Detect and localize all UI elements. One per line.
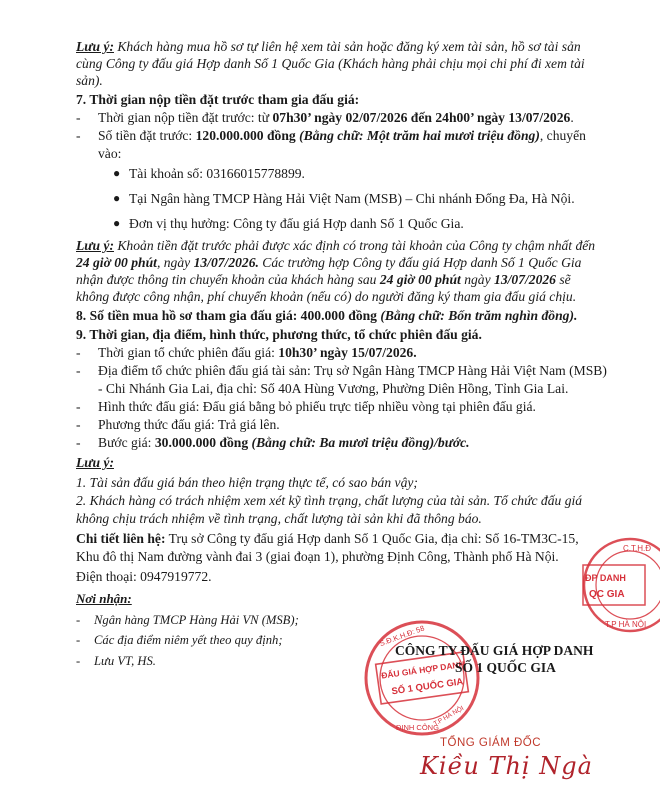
section9-step: - Bước giá: 30.000.000 đồng (Bằng chữ: Ba mươi triệu đồng)/bước.: [76, 435, 470, 450]
deadline-time: 24 giờ 00 phút: [76, 255, 157, 270]
recipients-label: Nơi nhận:: [76, 591, 132, 606]
section7-amount-line2: vào:: [98, 146, 122, 161]
step-prefix: Bước giá:: [98, 435, 155, 450]
section9-place-1: - Địa điểm tổ chức phiên đấu giá tài sản: Trụ sở Ngân Hàng TMCP Hàng Hải Việt Nam (MSB): [76, 363, 607, 378]
recipient-item: - Lưu VT, HS.: [76, 654, 156, 668]
time-suffix: .: [570, 110, 574, 125]
amount-words: (Bằng chữ: Một trăm hai mươi triệu đồng): [295, 128, 540, 143]
section8: [76, 308, 577, 324]
signature-org-line1: CÔNG TY ĐẤU GIÁ HỢP DANH: [395, 643, 594, 658]
note2-text1: Khoản tiền đặt trước phải được xác định có trong tài khoản của Công ty chậm nhất đến: [113, 238, 596, 253]
note2-text2b: , ngày: [156, 255, 194, 270]
section7-amount: - Số tiền đặt trước: 120.000.000 đồng (Bằng chữ: Một trăm hai mươi triệu đồng), chuyển: [76, 128, 586, 143]
bullet-dot: ●: [113, 191, 121, 205]
note1-line3: sản).: [76, 73, 103, 88]
section9-method: - Phương thức đấu giá: Trả giá lên.: [76, 417, 280, 432]
section7-time: - Thời gian nộp tiền đặt trước: từ 07h30’ ngày 02/07/2026 đến 24h00’ ngày 13/07/2026.: [76, 110, 574, 125]
recipient-item: - Ngân hàng TMCP Hàng Hải VN (MSB);: [76, 613, 299, 627]
seal-text-2: SỐ 1 QUỐC GIA: [390, 676, 465, 698]
bullet-dot: ●: [113, 166, 121, 180]
stamp-partial-text-2: QC GIA: [589, 589, 625, 600]
bullet-beneficiary: Đơn vị thụ hưởng: Công ty đấu giá Hợp danh Số 1 Quốc Gia.: [129, 216, 464, 231]
note3-item2b: không chịu trách nhiệm về tình trạng, chất lượng tài sản khi đã thông báo.: [76, 511, 482, 526]
time-value: 07h30’ ngày 02/07/2026 đến 24h00’ ngày 13/07/2026: [272, 110, 571, 125]
bullet-dot: ●: [113, 216, 121, 230]
note2-text2d: Các trường hợp Công ty đấu giá Hợp danh Số 1 Quốc Gia: [258, 255, 582, 270]
deadline-time-2: 24 giờ 00 phút: [379, 272, 461, 287]
recipient-item: - Các địa điểm niêm yết theo quy định;: [76, 633, 283, 647]
auction-form: Hình thức đấu giá: Đấu giá bằng bỏ phiếu trực tiếp nhiều vòng tại phiên đấu giá.: [98, 399, 536, 414]
section9-time: - Thời gian tổ chức phiên đấu giá: 10h30’ ngày 15/07/2026.: [76, 345, 417, 360]
seal-text-1: ĐẤU GIÁ HỢP DANH: [380, 658, 466, 681]
section7-heading: 7. Thời gian nộp tiền đặt trước tham gia đấu giá:: [76, 92, 360, 107]
amount-value: 120.000.000 đồng: [195, 128, 296, 143]
note2-text3c: ngày: [460, 272, 495, 287]
note2-text3a: nhận được thông tin chuyển khoản của khách hàng sau: [76, 272, 380, 287]
partial-stamp: [575, 535, 660, 635]
contact-address-1: Trụ sở Công ty đấu giá Hợp danh Số 1 Quốc Gia, địa chỉ: Số 16-TM3C-15,: [165, 531, 579, 546]
signature-title: TỔNG GIÁM ĐỐC: [440, 737, 542, 749]
recipient-text: Lưu VT, HS.: [94, 654, 156, 668]
note2-label: Lưu ý:: [76, 238, 114, 253]
note1-text1: Khách hàng mua hồ sơ tự liên hệ xem tài sản hoặc đăng ký xem tài sản, hồ sơ tài sản: [113, 39, 581, 54]
deadline-date: 13/07/2026.: [193, 255, 259, 270]
seal-code: S.Đ.K.H.Đ: 58: [378, 623, 426, 649]
note3-item1: 1. Tài sản đấu giá bán theo hiện trạng thực tế, có sao bán vậy;: [76, 475, 418, 490]
note2-text3e: sẽ: [555, 272, 571, 287]
note1-line2: cùng Công ty đấu giá Hợp danh Số 1 Quốc Gia (Khách hàng phải chịu mọi chi phí đi xem tài: [76, 56, 585, 71]
signature-name: Kiều Thị Ngà: [420, 752, 593, 780]
amount-suffix: , chuyển: [539, 128, 586, 143]
section9-place-2: - Chi Nhánh Gia Lai, địa chỉ: Số 40A Hùng Vương, Phường Diên Hồng, Tỉnh Gia Lai.: [98, 381, 569, 396]
recipient-text: Ngân hàng TMCP Hàng Hải VN (MSB);: [94, 613, 299, 627]
section9-heading: 9. Thời gian, địa điểm, hình thức, phương thức, tổ chức phiên đấu giá.: [76, 327, 482, 342]
note1-line1: [76, 39, 581, 55]
company-seal: [362, 618, 482, 738]
deadline-date-2: 13/07/2026: [494, 272, 556, 287]
amount-prefix: Số tiền đặt trước:: [98, 128, 196, 143]
time-prefix: Thời gian nộp tiền đặt trước: từ: [98, 110, 273, 125]
signature-org-line2: SỐ 1 QUỐC GIA: [455, 660, 556, 675]
contact-line1: [76, 531, 579, 547]
auction-time-value: 10h30’ ngày 15/07/2026.: [278, 345, 417, 360]
note2-line3: [76, 272, 571, 288]
seal-city: T.P HÀ NỘI: [432, 704, 466, 728]
contact-line2: Khu đô thị Nam đường vành đai 3 (giai đoạn 1), phường Định Công, Thành phố Hà Nội.: [76, 549, 559, 564]
bullet-account: Tài khoản số: 03166015778899.: [129, 166, 305, 181]
note3-item2a: 2. Khách hàng có trách nhiệm xem xét kỹ tình trạng, chất lượng của tài sản. Tổ chức đấu giá: [76, 493, 583, 508]
step-words: (Bằng chữ: Ba mươi triệu đồng): [248, 435, 435, 450]
note3-label: Lưu ý:: [76, 455, 114, 470]
contact-phone: Điện thoại: 0947919772.: [76, 569, 212, 584]
note2-line1: [76, 238, 595, 254]
bullet-bank: Tại Ngân hàng TMCP Hàng Hải Việt Nam (MSB) – Chi nhánh Đống Đa, Hà Nội.: [129, 191, 575, 206]
note2-line2: [76, 255, 581, 271]
stamp-partial-code: C.T.H.Đ: [623, 544, 651, 553]
contact-label: Chi tiết liên hệ:: [76, 531, 166, 546]
section9-form: - Hình thức đấu giá: Đấu giá bằng bỏ phiếu trực tiếp nhiều vòng tại phiên đấu giá.: [76, 399, 536, 414]
auction-place-1: Địa điểm tổ chức phiên đấu giá tài sản: Trụ sở Ngân Hàng TMCP Hàng Hải Việt Nam (MSB): [98, 363, 607, 378]
step-value: 30.000.000 đồng: [154, 435, 249, 450]
section8-heading: 8. Số tiền mua hồ sơ tham gia đấu giá: 400.000 đồng: [76, 308, 377, 323]
recipient-text: Các địa điểm niêm yết theo quy định;: [94, 633, 283, 647]
stamp-partial-text: ĐP DANH: [585, 573, 626, 583]
note2-line4: không được công nhận, phí chuyển khoản (nếu có) do người đăng ký tham gia đấu giá chịu.: [76, 289, 577, 304]
step-suffix: /bước.: [434, 435, 470, 450]
seal-place: ĐỊNH CÔNG: [396, 723, 439, 732]
stamp-partial-city: T.P HÀ NỘI: [605, 620, 647, 629]
note1-label: Lưu ý:: [76, 39, 114, 54]
auction-time-prefix: Thời gian tổ chức phiên đấu giá:: [98, 345, 279, 360]
auction-method: Phương thức đấu giá: Trả giá lên.: [98, 417, 280, 432]
section8-words: (Bằng chữ: Bốn trăm nghìn đồng).: [376, 308, 578, 323]
